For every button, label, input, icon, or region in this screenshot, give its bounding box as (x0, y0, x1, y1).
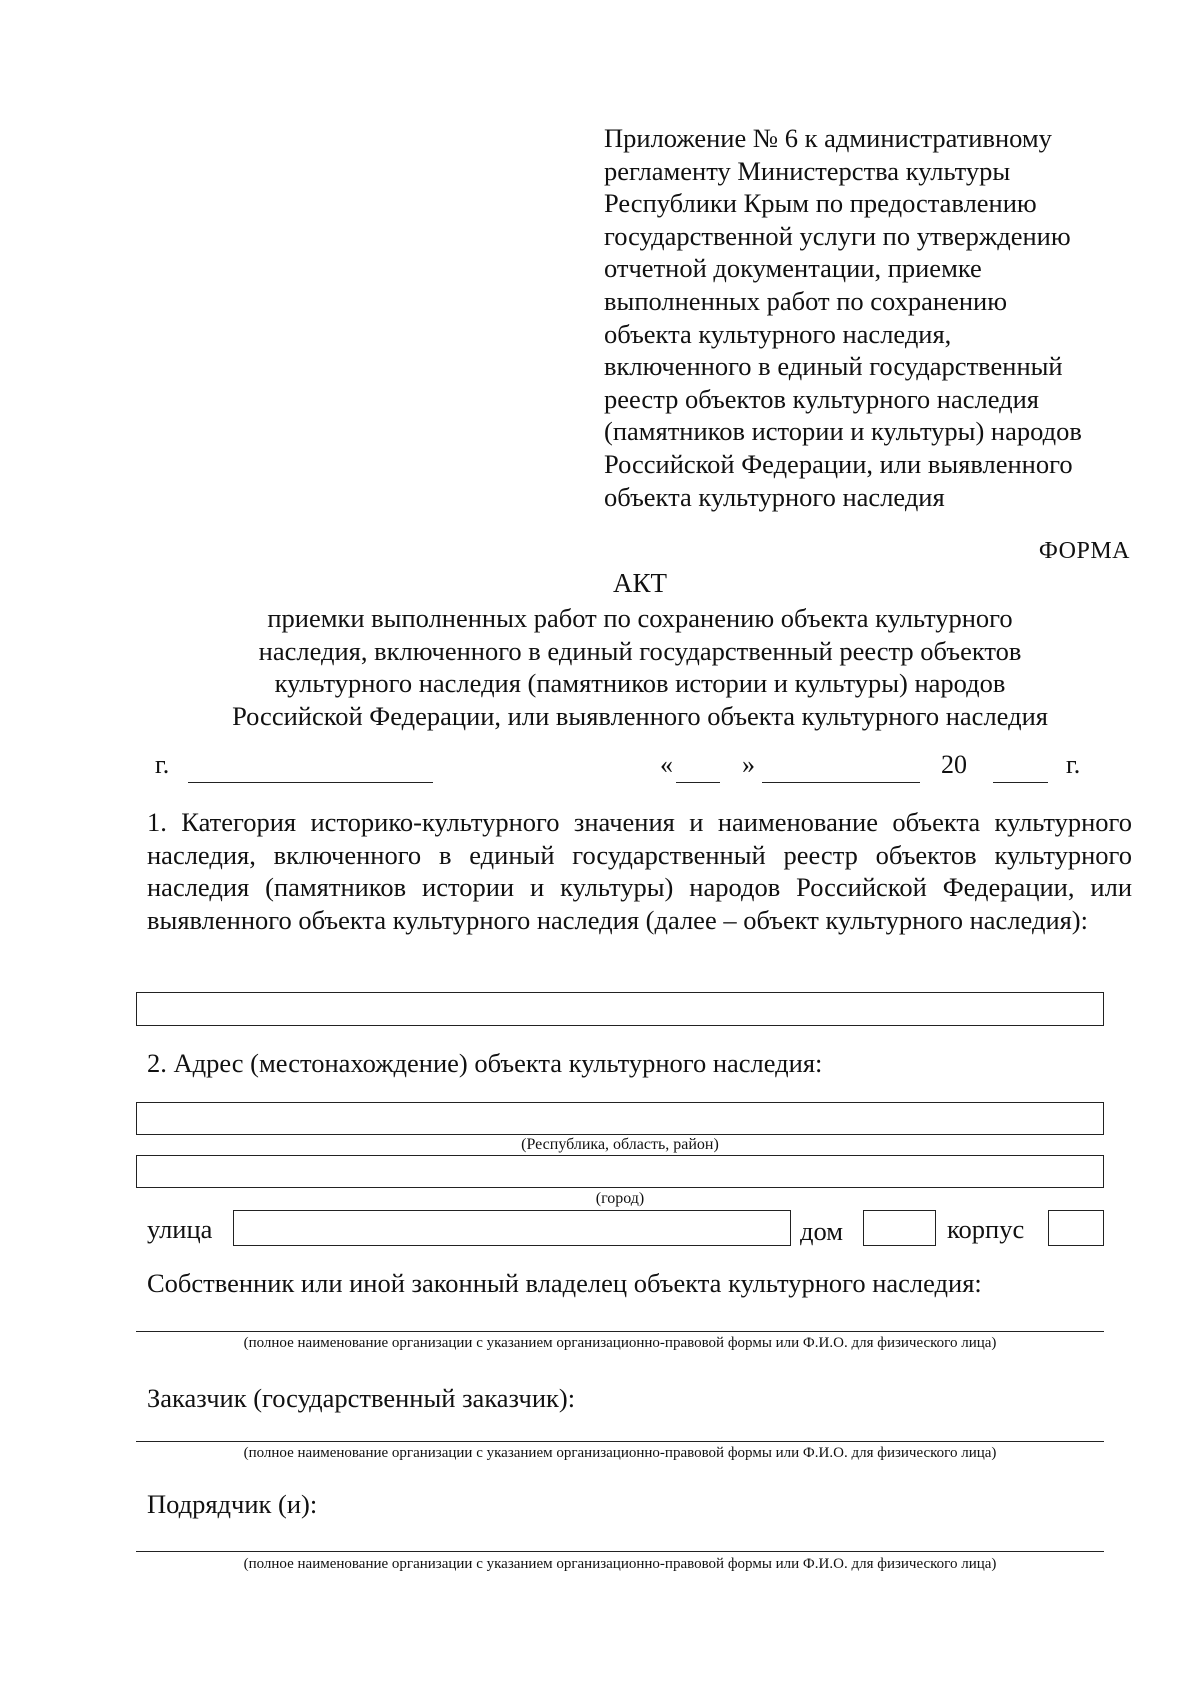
appendix-line: включенного в единый государственный (604, 351, 1063, 382)
quote-open: « (660, 750, 673, 779)
customer-blank-line[interactable] (136, 1441, 1104, 1442)
appendix-line: Приложение № 6 к административному (604, 123, 1052, 153)
customer-caption: (полное наименование организации с указанием организационно-правовой формы или Ф.И.О. для физического лица) (243, 1445, 997, 1461)
act-subtitle (140, 602, 1140, 732)
city-caption: (город) (595, 1190, 645, 1207)
region-field[interactable] (136, 1102, 1104, 1135)
appendix-line: объекта культурного наследия, (604, 318, 952, 349)
appendix-line: реестр объектов культурного наследия (604, 383, 1039, 414)
day-blank-line[interactable] (676, 782, 720, 783)
act-title: АКТ (613, 568, 667, 598)
appendix-line: государственной услуги по утверждению (604, 220, 1071, 251)
year-blank-line[interactable] (993, 782, 1048, 783)
owner-caption: (полное наименование организации с указанием организационно-правовой формы или Ф.И.О. для физического лица) (243, 1335, 997, 1351)
street-label: улица (147, 1214, 213, 1244)
owner-label: Собственник или иной законный владелец объекта культурного наследия: (147, 1268, 982, 1298)
contractor-label: Подрядчик (и): (147, 1489, 318, 1519)
appendix-header (604, 122, 1124, 513)
building-field[interactable] (1048, 1210, 1104, 1246)
city-blank-line[interactable] (188, 782, 433, 783)
customer-label: Заказчик (государственный заказчик): (147, 1383, 576, 1413)
appendix-line: Республики Крым по предоставлению (604, 188, 1037, 219)
form-label: ФОРМА (1038, 538, 1130, 564)
contractor-caption: (полное наименование организации с указанием организационно-правовой формы или Ф.И.О. для физического лица) (243, 1556, 997, 1572)
quote-close: » (742, 750, 755, 779)
house-label: дом (800, 1216, 843, 1246)
appendix-line: Российской Федерации, или выявленного (604, 448, 1073, 479)
region-caption: (Республика, область, район) (521, 1136, 719, 1153)
owner-blank-line[interactable] (136, 1331, 1104, 1332)
city-field[interactable] (136, 1155, 1104, 1188)
street-field[interactable] (233, 1210, 791, 1246)
act-subtitle-line: приемки выполненных работ по сохранению объекта культурного (267, 603, 1013, 633)
appendix-line: (памятников истории и культуры) народов (604, 416, 1082, 447)
city-prefix: г. (155, 750, 170, 779)
month-blank-line[interactable] (762, 782, 920, 783)
act-subtitle-line: культурного наследия (памятников истории и культуры) народов (274, 668, 1006, 698)
house-field[interactable] (863, 1210, 936, 1246)
appendix-line: выполненных работ по сохранению (604, 285, 1007, 316)
appendix-line: отчетной документации, приемке (604, 253, 982, 284)
object-name-field[interactable] (136, 992, 1104, 1026)
section1-text: 1. Категория историко-культурного значения и наименование объекта культурного наследия, включенного в единый государственный реестр объектов культурного наследия (памятников истории и культуры) народов Российской Федерации, или выявленного объекта культурного наследия (далее – объект культурного наследия): (147, 807, 1132, 935)
section2-title: 2. Адрес (местонахождение) объекта культурного наследия: (147, 1048, 823, 1078)
appendix-line: регламенту Министерства культуры (604, 155, 1011, 186)
year-suffix: г. (1066, 750, 1081, 779)
building-label: корпус (947, 1214, 1025, 1244)
contractor-blank-line[interactable] (136, 1551, 1104, 1552)
year-century: 20 (941, 750, 967, 779)
act-subtitle-line: наследия, включенного в единый государственный реестр объектов (258, 635, 1022, 666)
act-subtitle-line: Российской Федерации, или выявленного объекта культурного наследия (232, 700, 1048, 731)
appendix-line: объекта культурного наследия (604, 481, 945, 512)
